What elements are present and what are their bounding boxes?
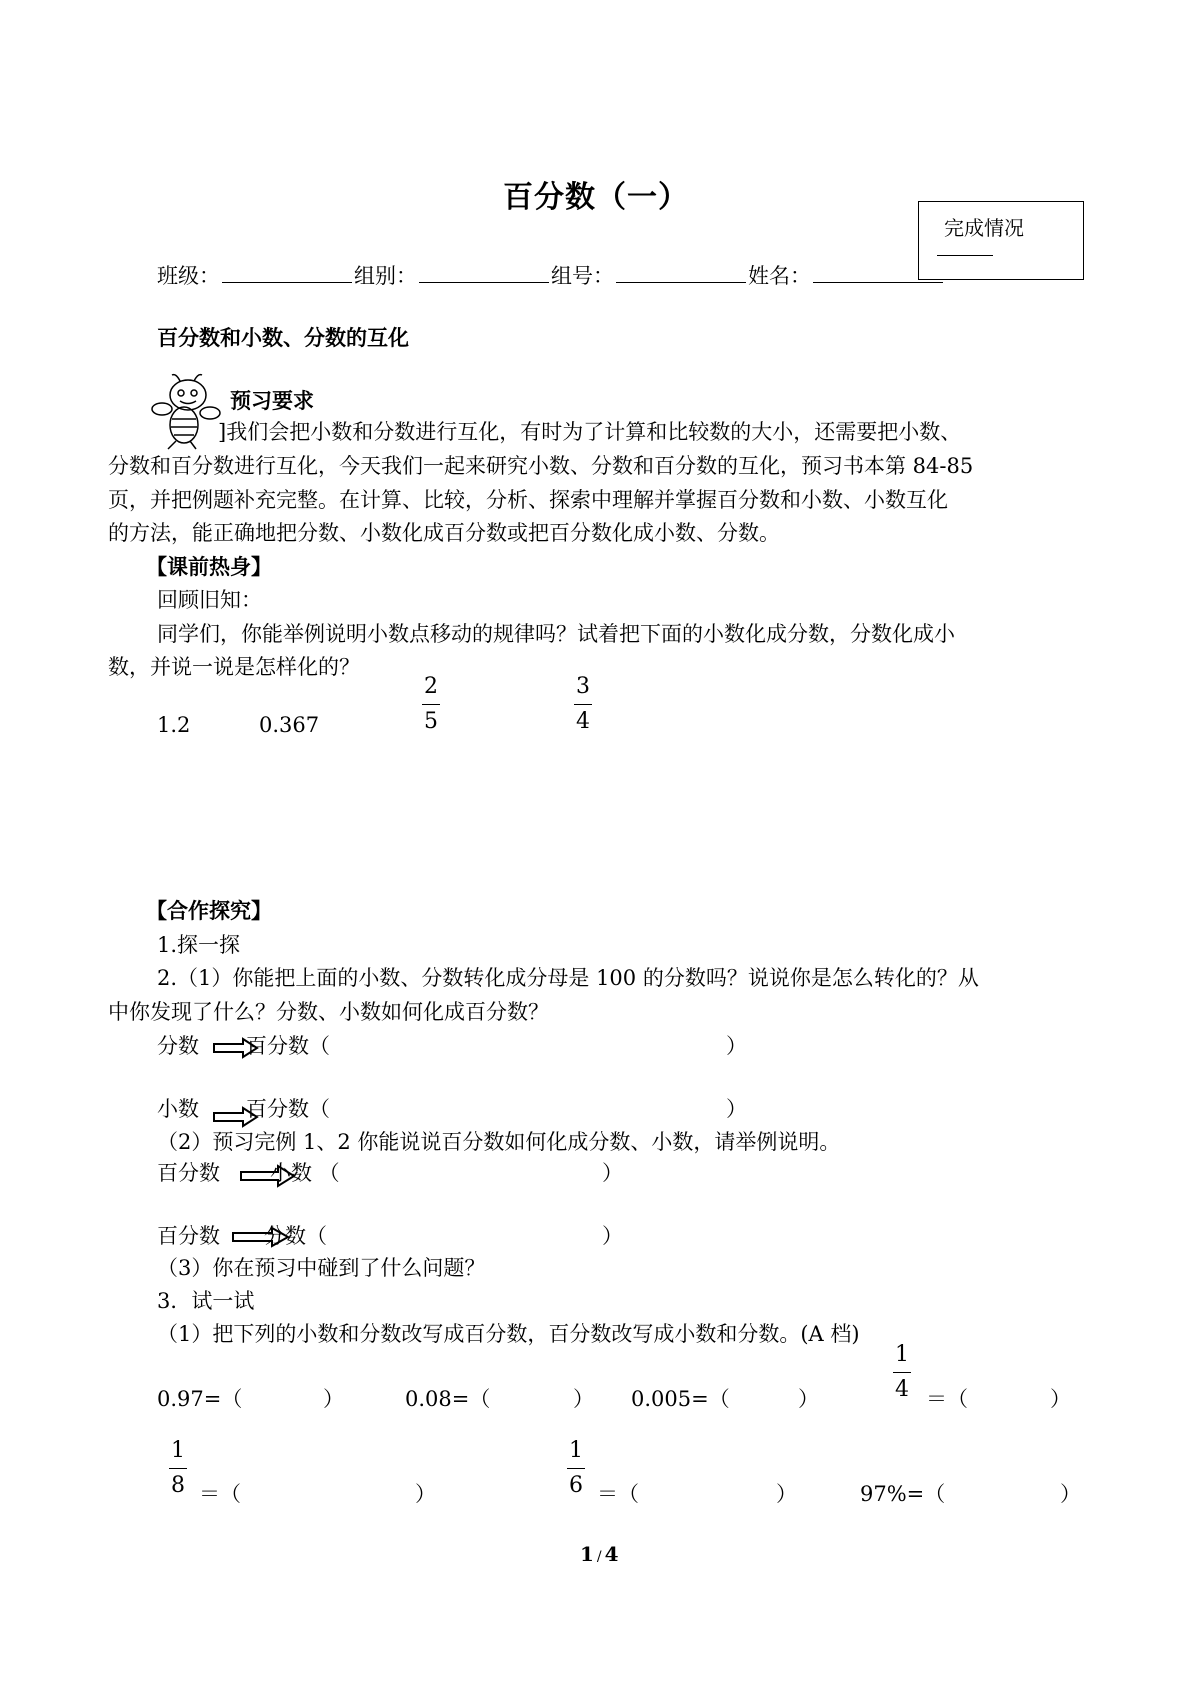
page-separator: / (596, 1549, 602, 1565)
preview-heading: 预习要求 (230, 388, 314, 413)
equals-open: ＝（ (926, 1387, 968, 1411)
exercise-0-08: 0.08=（ (405, 1387, 491, 1411)
coop-item-1: 1.探一探 (157, 933, 241, 957)
equals-open: ＝（ (597, 1482, 639, 1506)
fraction-denominator: 4 (576, 709, 590, 734)
paren-close: ） (415, 1482, 436, 1506)
page-total: 4 (604, 1542, 619, 1566)
percent-to-decimal-right: 小数 （ (270, 1161, 340, 1185)
paren-close: ） (1060, 1482, 1081, 1506)
name-blank[interactable] (813, 264, 943, 283)
group-no-blank[interactable] (616, 264, 746, 283)
fraction-numerator: 2 (424, 674, 438, 699)
fraction-denominator: 8 (171, 1473, 185, 1498)
paren-close: ） (602, 1161, 623, 1185)
exercise-answer[interactable] (480, 1383, 570, 1407)
fraction-bar (169, 1468, 187, 1469)
group-blank[interactable] (419, 264, 549, 283)
percent-to-fraction-answer[interactable] (340, 1220, 600, 1246)
percent-to-fraction-right: 分数（ (264, 1224, 327, 1248)
fraction-numerator: 3 (576, 674, 590, 699)
exercise-0-97: 0.97=（ (157, 1387, 243, 1411)
warmup-fraction-1 (421, 674, 441, 735)
paren-close: ） (726, 1034, 747, 1058)
bee-illustration (150, 373, 222, 451)
decimal-to-percent-left: 小数 (157, 1097, 199, 1121)
group-label: 组别： (354, 264, 417, 288)
warmup-line-1: 同学们，你能举例说明小数点移动的规律吗？试着把下面的小数化成分数，分数化成小 (157, 622, 955, 646)
warmup-line-2: 数，并说一说是怎样化的？ (108, 655, 360, 679)
fraction-to-percent-right: 百分数（ (246, 1034, 330, 1058)
coop-heading: 【合作探究】 (146, 898, 272, 923)
exercise-fraction-1-4 (892, 1342, 912, 1403)
class-label: 班级： (157, 264, 220, 288)
paren-close: ） (323, 1387, 344, 1411)
equals-open: ＝（ (199, 1482, 241, 1506)
trial-heading: 3．试一试 (157, 1289, 255, 1313)
fraction-numerator: 1 (569, 1438, 583, 1463)
completion-status-label: 完成情况 (944, 216, 1024, 240)
fraction-denominator: 4 (895, 1377, 909, 1402)
exercise-97-percent: 97%=（ (860, 1482, 946, 1506)
fraction-numerator: 1 (895, 1342, 909, 1367)
decimal-to-percent-answer[interactable] (340, 1093, 720, 1119)
fraction-bar (567, 1468, 585, 1469)
paren-close: ） (1050, 1387, 1071, 1411)
percent-to-fraction-left: 百分数 (157, 1224, 220, 1248)
decimal-to-percent-right: 百分数（ (246, 1097, 330, 1121)
warmup-number-1: 1.2 (157, 713, 191, 737)
completion-status-blank[interactable] (937, 255, 993, 256)
fraction-bar (574, 704, 592, 705)
preview-line-1: ]我们会把小数和分数进行互化，有时为了计算和比较数的大小，还需要把小数、 (218, 420, 962, 444)
warmup-number-2: 0.367 (259, 713, 320, 737)
percent-to-decimal-answer[interactable] (350, 1157, 600, 1183)
page-title: 百分数（一） (503, 180, 689, 215)
percent-to-decimal-left: 百分数 (157, 1161, 220, 1185)
fraction-bar (422, 704, 440, 705)
coop-question-1-line-2: 中你发现了什么？分数、小数如何化成百分数？ (108, 1000, 549, 1024)
exercise-0-005: 0.005=（ (631, 1387, 730, 1411)
exercise-fraction-1-6 (566, 1438, 586, 1499)
page-number (580, 1542, 619, 1566)
exercise-answer[interactable] (232, 1383, 322, 1407)
fraction-numerator: 1 (171, 1438, 185, 1463)
warmup-fraction-2 (573, 674, 593, 735)
group-no-label: 组号： (551, 264, 614, 288)
trial-instruction: （1）把下列的小数和分数改写成百分数，百分数改写成小数和分数。(A 档) (157, 1322, 860, 1346)
fraction-to-percent-answer[interactable] (340, 1030, 720, 1056)
exercise-answer[interactable] (250, 1478, 410, 1502)
paren-close: ） (573, 1387, 594, 1411)
coop-question-1-line-1: 2.（1）你能把上面的小数、分数转化成分母是 100 的分数吗？说说你是怎么转化的？从 (157, 966, 979, 990)
coop-question-2: （2）预习完例 1、2 你能说说百分数如何化成分数、小数，请举例说明。 (157, 1130, 841, 1154)
preview-line-4: 的方法，能正确地把分数、小数化成百分数或把百分数化成小数、分数。 (108, 521, 780, 545)
fraction-denominator: 5 (424, 709, 438, 734)
page-current: 1 (580, 1542, 594, 1566)
paren-close: ） (602, 1224, 623, 1248)
preview-line-3: 页，并把例题补充完整。在计算、比较，分析、探索中理解并掌握百分数和小数、小数互化 (108, 488, 948, 512)
info-fields-row (157, 260, 945, 290)
name-label: 姓名： (748, 264, 811, 288)
fraction-denominator: 6 (569, 1473, 583, 1498)
coop-question-3: （3）你在预习中碰到了什么问题？ (157, 1256, 486, 1280)
preview-line-2: 分数和百分数进行互化，今天我们一起来研究小数、分数和百分数的互化，预习书本第 84-85 (108, 454, 974, 478)
warmup-review: 回顾旧知： (157, 588, 262, 612)
exercise-answer[interactable] (650, 1478, 770, 1502)
section-title: 百分数和小数、分数的互化 (157, 325, 409, 350)
fraction-to-percent-left: 分数 (157, 1034, 199, 1058)
exercise-answer[interactable] (975, 1383, 1045, 1407)
class-blank[interactable] (222, 264, 352, 283)
exercise-answer[interactable] (955, 1478, 1055, 1502)
paren-close: ） (776, 1482, 797, 1506)
warmup-heading: 【课前热身】 (146, 554, 272, 579)
fraction-bar (893, 1372, 911, 1373)
exercise-fraction-1-8 (168, 1438, 188, 1499)
paren-close: ） (798, 1387, 819, 1411)
paren-close: ） (726, 1097, 747, 1121)
exercise-answer[interactable] (718, 1383, 798, 1407)
